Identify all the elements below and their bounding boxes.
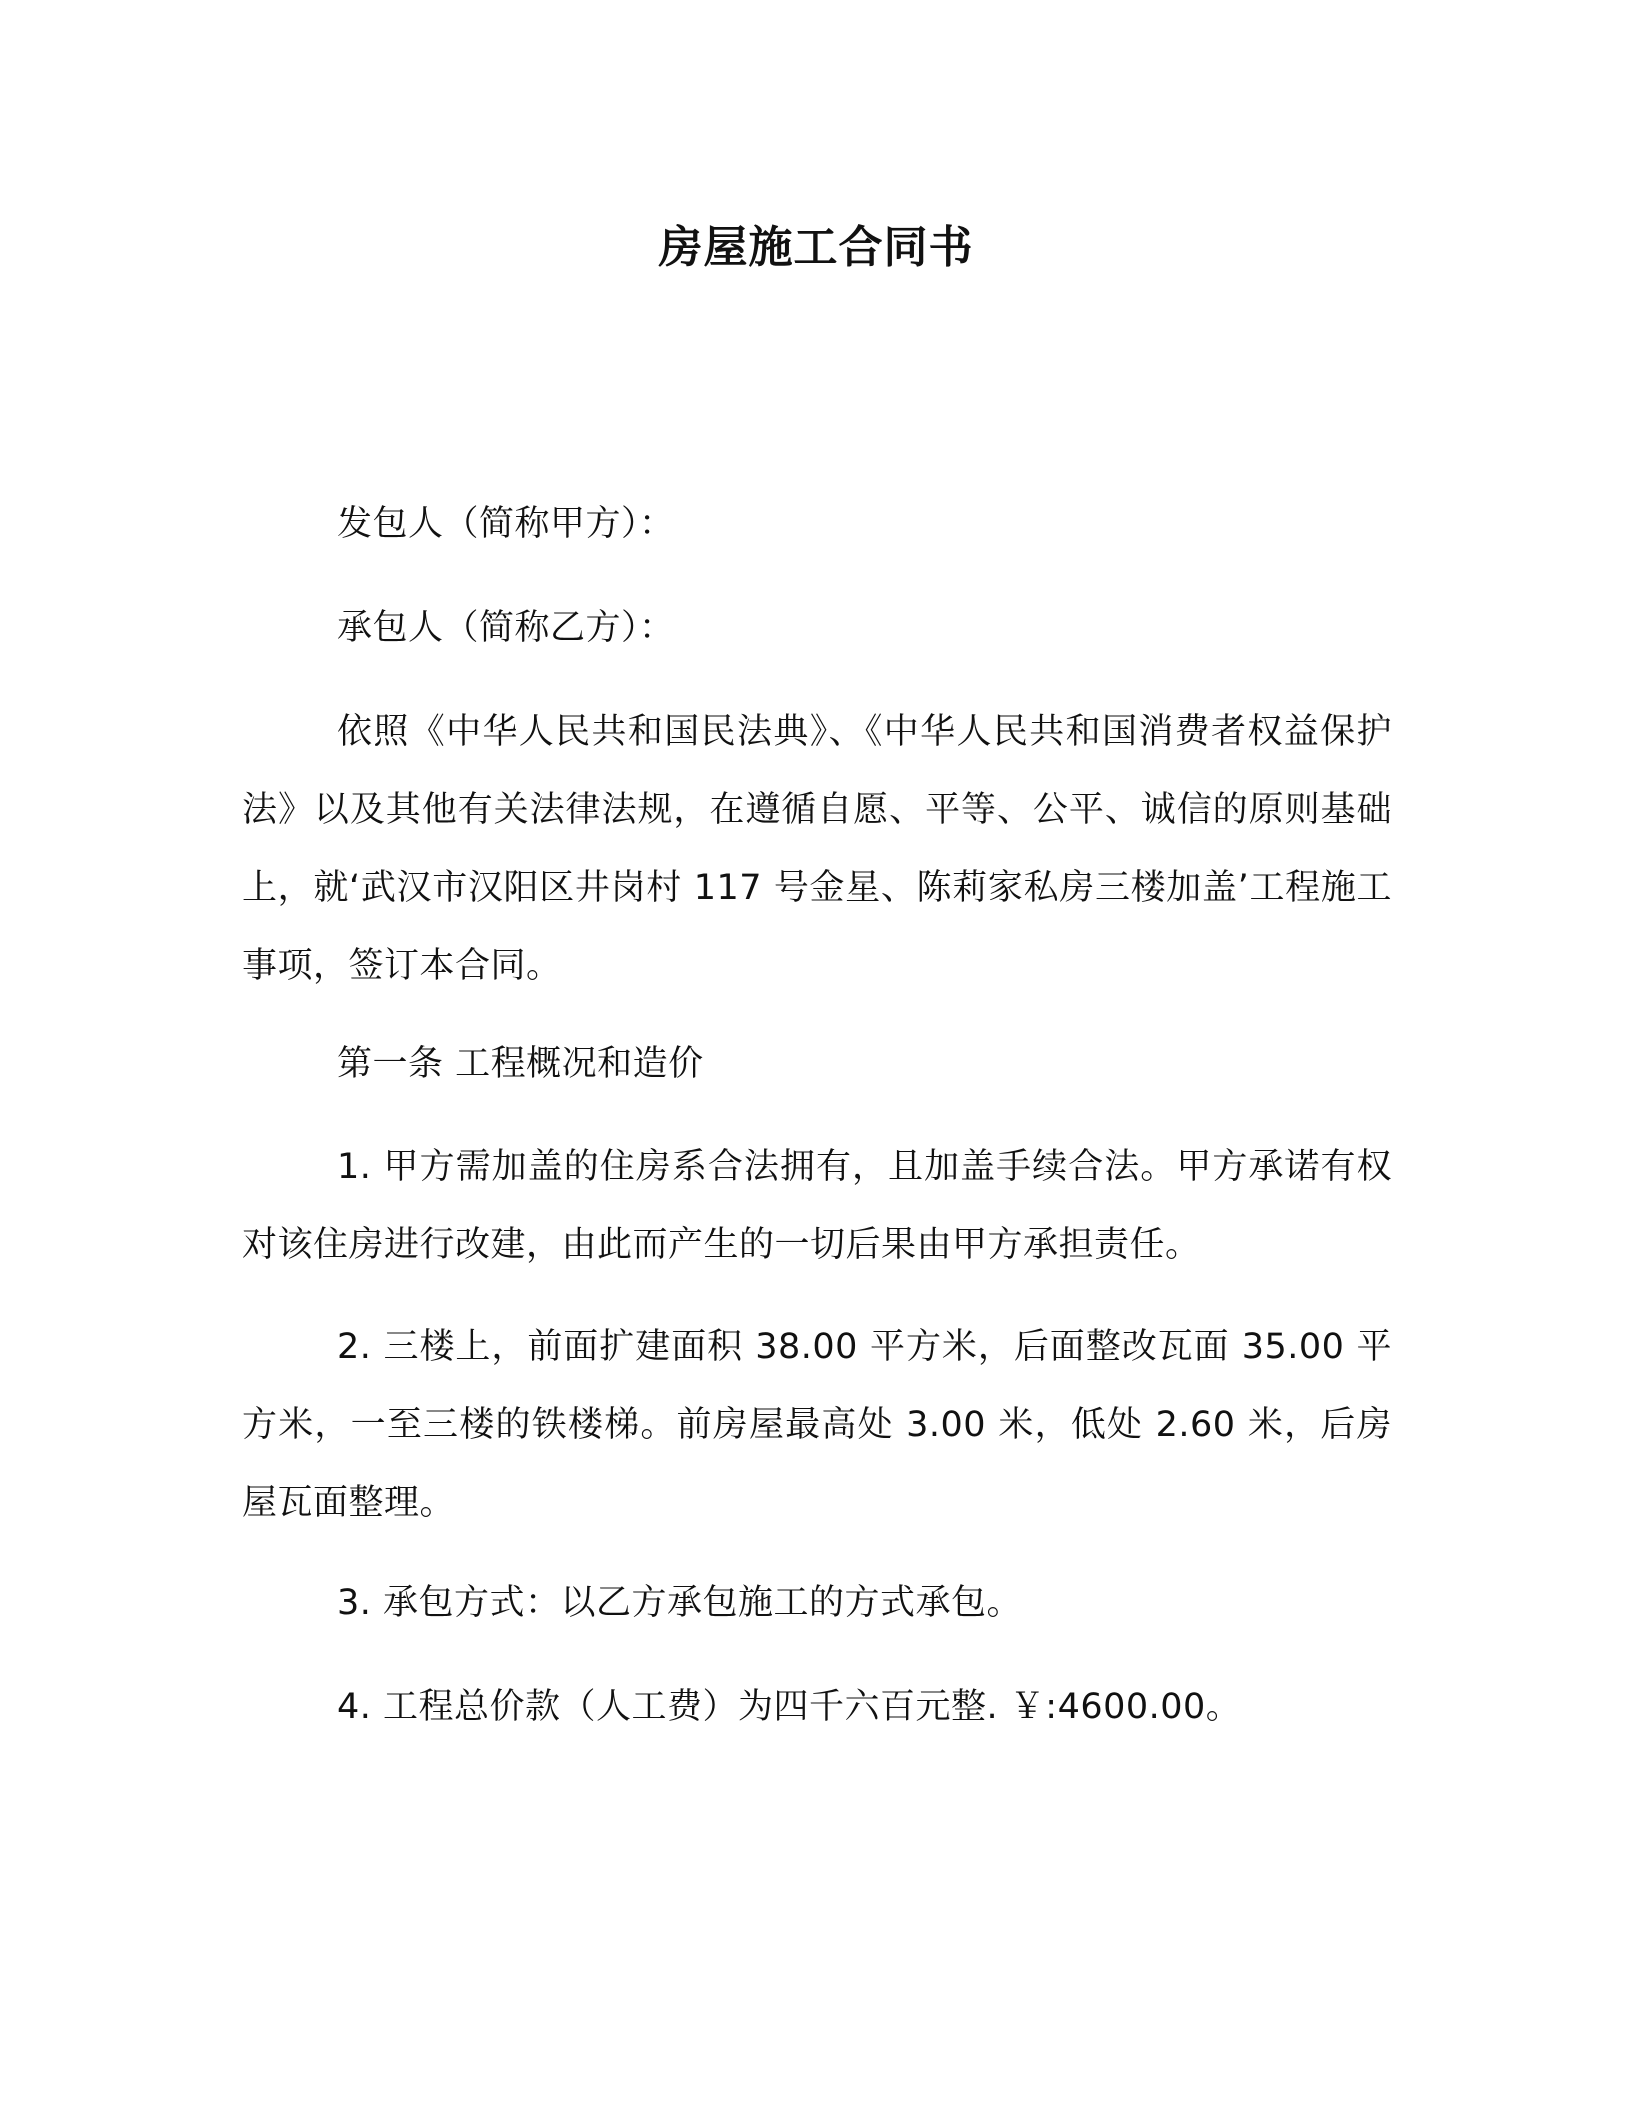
clause-item-2: 2. 三楼上，前面扩建面积 38.00 平方米，后面整改瓦面 35.00 平方米，一至三楼的铁楼梯。前房屋最高处 3.00 米，低处 2.60 米，后房屋瓦面整理。 [242,1327,1392,1523]
clause-item-4: 4. 工程总价款（人工费）为四千六百元整. ￥:4600.00。 [337,1687,1242,1727]
document-title: 房屋施工合同书 [658,222,974,273]
party-a-line: 发包人（简称甲方）： [337,504,675,544]
clause-item-1: 1. 甲方需加盖的住房系合法拥有，且加盖手续合法。甲方承诺有权对该住房进行改建，由此而产生的一切后果由甲方承担责任。 [242,1147,1392,1265]
article-1-heading: 第一条 工程概况和造价 [337,1044,704,1084]
intro-paragraph: 依照《中华人民共和国民法典》、《中华人民共和国消费者权益保护法》以及其他有关法律法规，在遵循自愿、平等、公平、诚信的原则基础上，就‘武汉市汉阳区井岗村 117 号金星、陈莉家私房三楼加盖’工程施工事项，签订本合同。 [242,712,1392,986]
clause-item-3: 3. 承包方式：以乙方承包施工的方式承包。 [337,1583,1023,1623]
party-b-line: 承包人（简称乙方）： [337,608,675,648]
